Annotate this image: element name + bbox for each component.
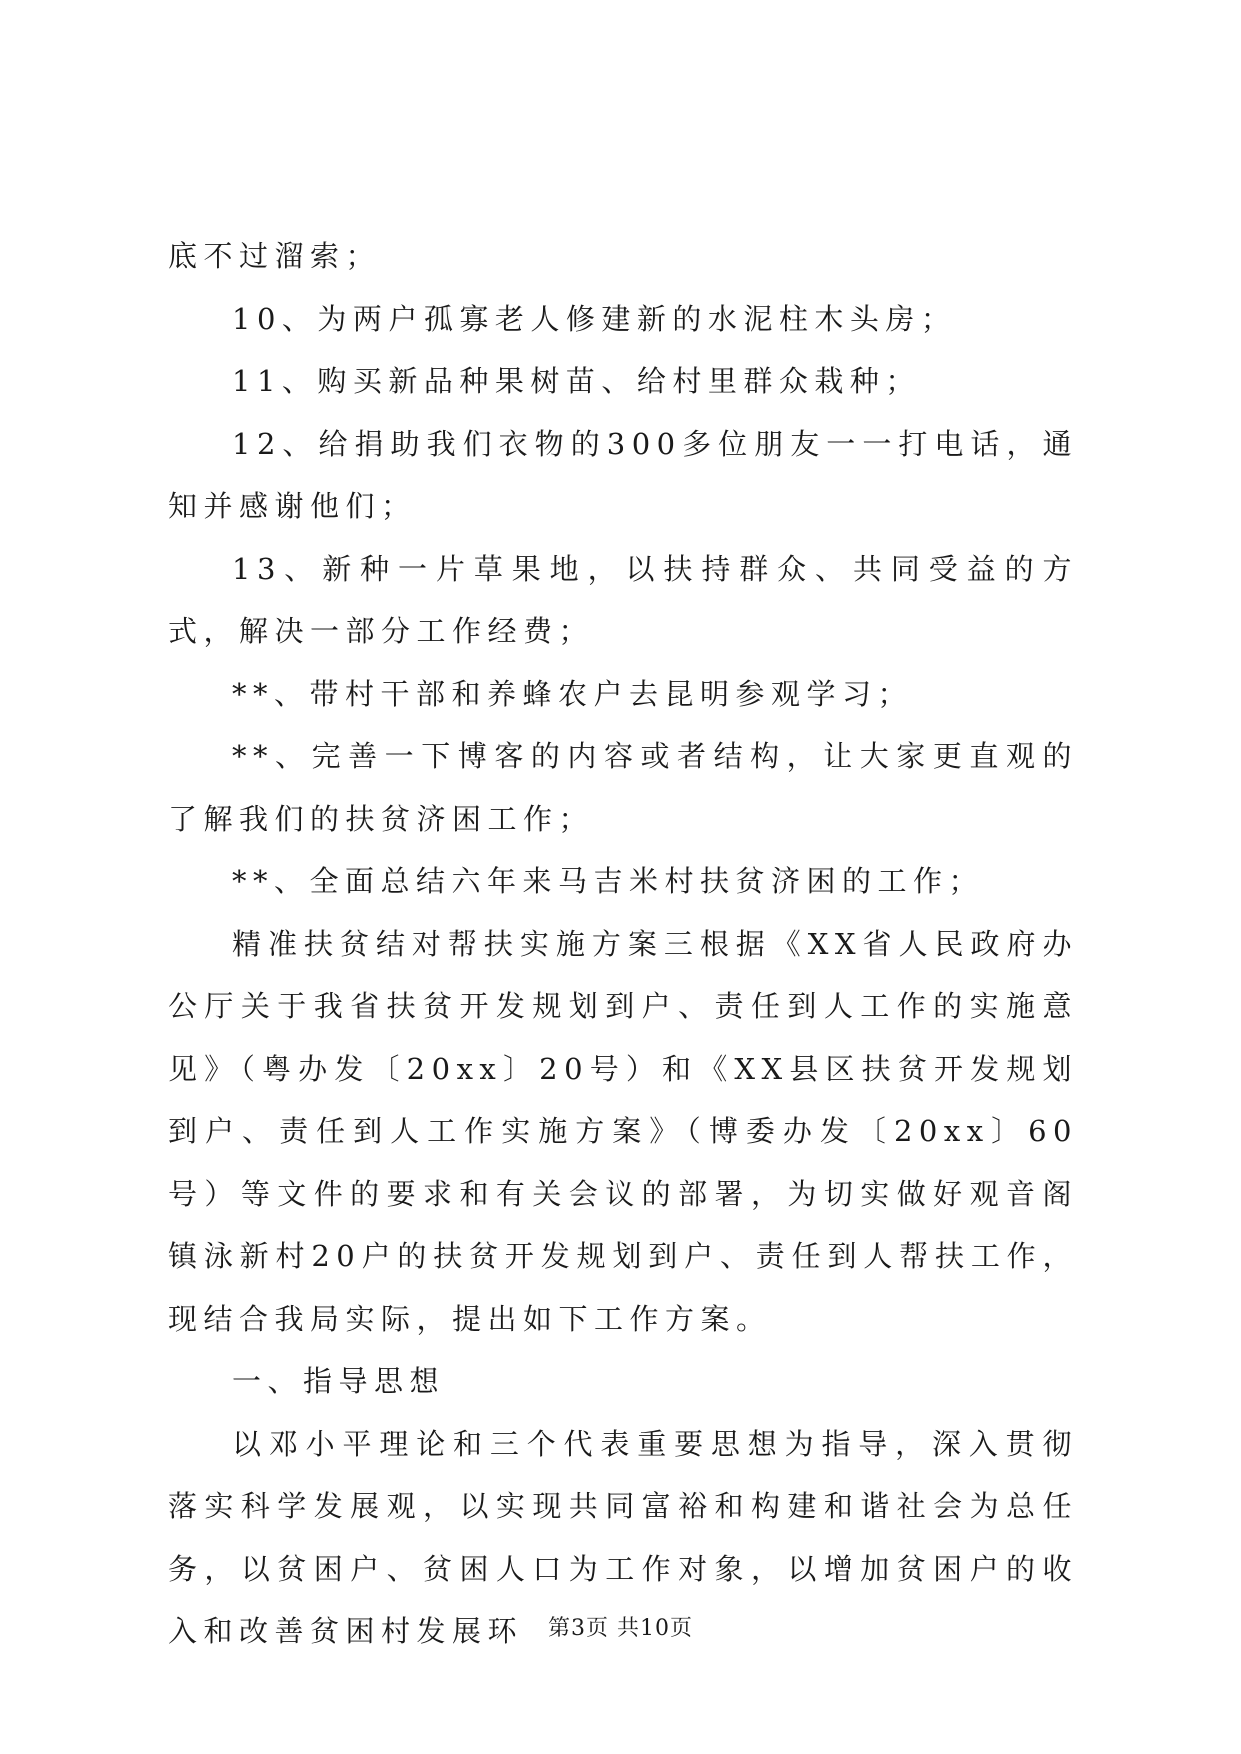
section-heading: 一、指导思想 <box>232 1364 446 1398</box>
list-item-blog: **、完善一下博客的内容或者结构，让大家更直观的了解我们的扶贫济困工作； <box>168 739 1078 836</box>
paragraph-plan-intro: 精准扶贫结对帮扶实施方案三根据《XX省人民政府办公厅关于我省扶贫开发规划到户、责任到人工作的实施意见》（粤办发〔20xx〕20号）和《XX县区扶贫开发规划到户、责任到人工作实施方案》（博委办发〔20xx〕60号）等文件的要求和有关会议的部署，为切实做好观音阁镇泳新村20户的扶贫开发规划到户、责任到人帮扶工作，现结合我局实际，提出如下工作方案。 <box>168 926 1078 1336</box>
list-item-12: 12、给捐助我们衣物的300多位朋友一一打电话，通知并感谢他们； <box>168 426 1078 523</box>
list-item-11: 11、购买新品种果树苗、给村里群众栽种； <box>232 364 921 398</box>
list-item-13: 13、新种一片草果地，以扶持群众、共同受益的方式，解决一部分工作经费； <box>168 551 1078 648</box>
list-item-visit: **、带村干部和养蜂农户去昆明参观学习； <box>232 676 914 711</box>
paragraph-continuation: 底不过溜索； <box>168 239 382 273</box>
paragraph-guiding-thought: 以邓小平理论和三个代表重要思想为指导，深入贯彻落实科学发展观，以实现共同富裕和构建和谐社会为总任务，以贫困户、贫困人口为工作对象，以增加贫困户的收入和改善贫困村发展环 <box>168 1426 1078 1648</box>
page-number-footer: 第3页 共10页 <box>548 1616 693 1641</box>
list-item-10: 10、为两户孤寡老人修建新的水泥柱木头房； <box>232 301 957 336</box>
list-item-summary: **、全面总结六年来马吉米村扶贫济困的工作； <box>232 864 985 898</box>
document-body <box>168 225 1078 1663</box>
